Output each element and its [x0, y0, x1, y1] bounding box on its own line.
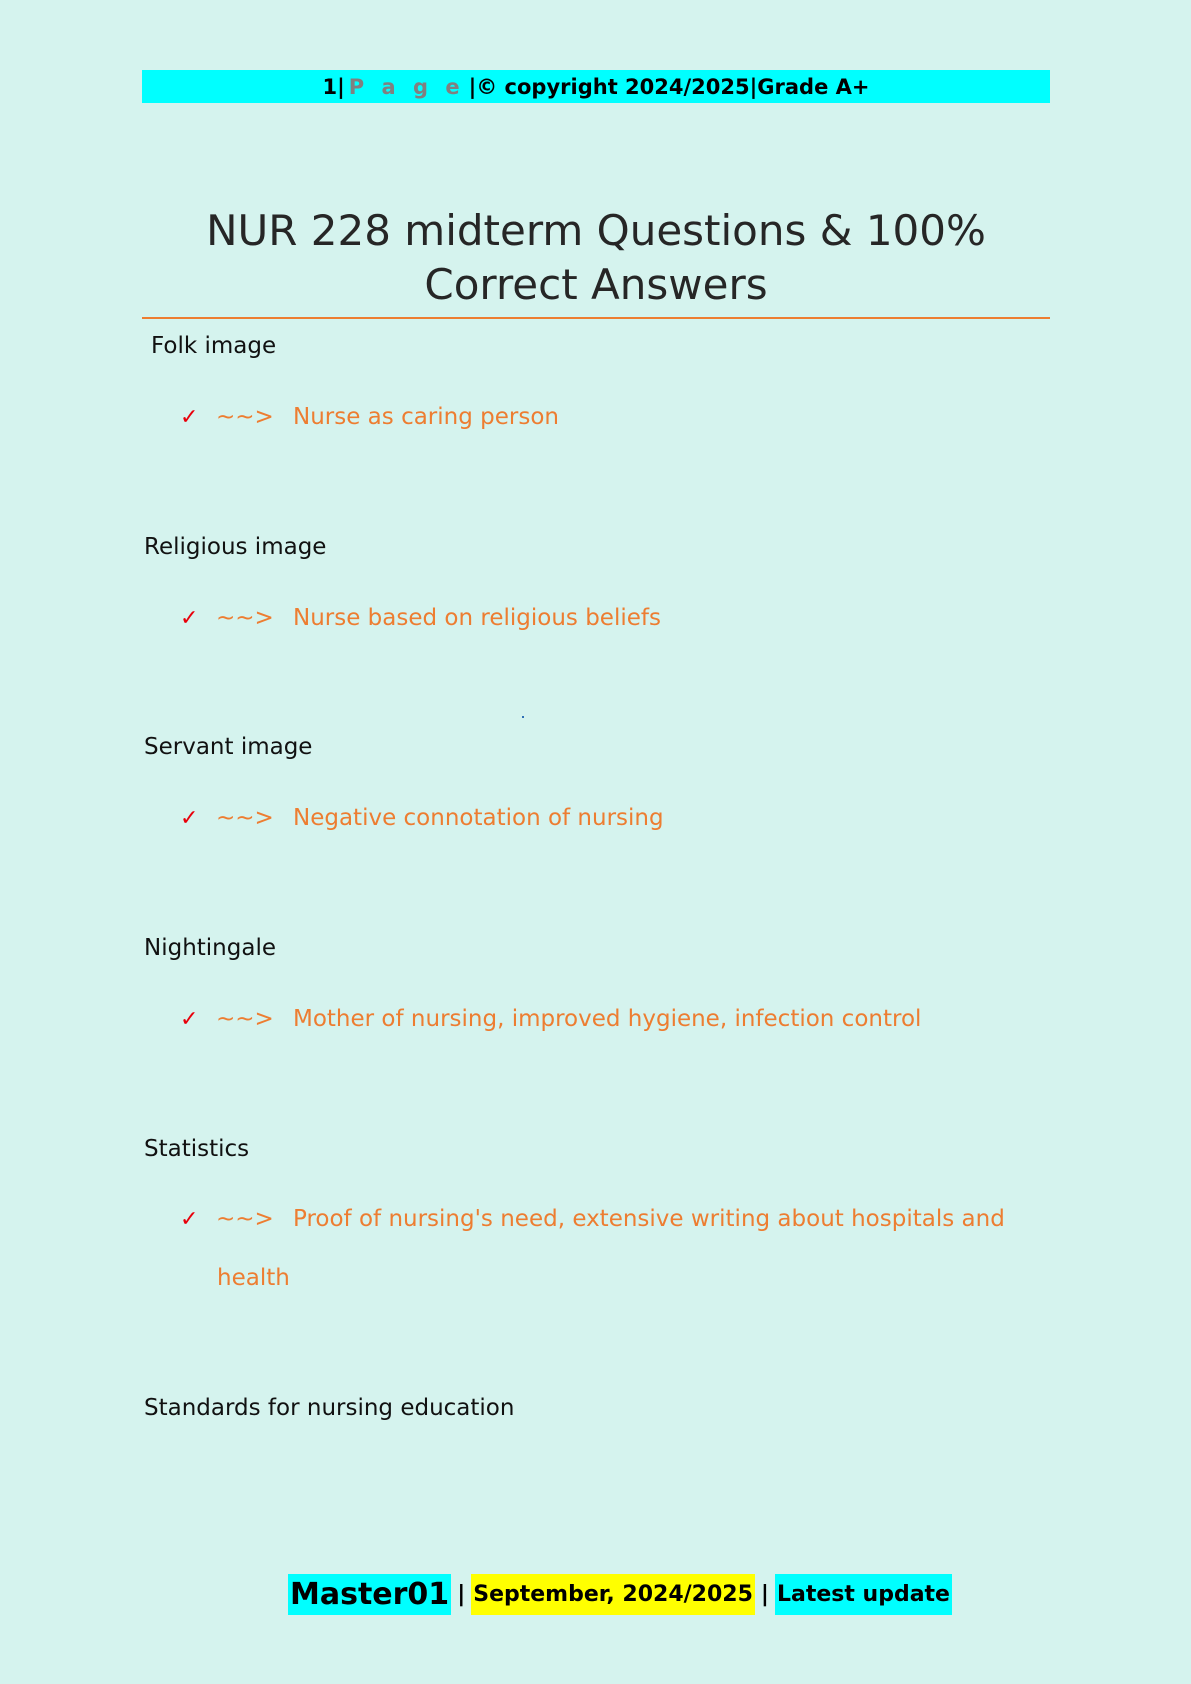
answer-text: Nurse as caring person: [293, 404, 559, 430]
footer-update: Latest update: [775, 1574, 952, 1615]
question-text: Religious image: [144, 534, 327, 560]
answer-line: [180, 388, 1020, 447]
page-number: 1: [322, 74, 338, 99]
check-mark-icon: ✓: [180, 606, 199, 631]
stray-dot: [522, 716, 524, 718]
check-mark-icon: ✓: [180, 405, 199, 430]
answer-text-continued: health: [217, 1265, 290, 1291]
header-separator: |: [749, 74, 758, 99]
page-footer: [288, 1574, 952, 1615]
answer-line: [180, 1190, 1020, 1308]
answer-text: Nurse based on religious beliefs: [293, 605, 661, 631]
arrow-marker: ~~>: [216, 404, 274, 430]
question-text: Nightingale: [144, 935, 276, 961]
answer-line: [180, 789, 1020, 848]
check-mark-icon: ✓: [180, 1007, 199, 1032]
header-separator: |: [337, 74, 345, 99]
copyright-text: © copyright 2024/2025: [476, 74, 750, 99]
question-text: Folk image: [151, 333, 277, 359]
arrow-marker: ~~>: [216, 1006, 274, 1032]
footer-separator: |: [457, 1582, 466, 1607]
question-text: Servant image: [144, 734, 313, 760]
question-text: Standards for nursing education: [144, 1395, 515, 1421]
page-header: [142, 70, 1050, 103]
answer-text: Negative connotation of nursing: [293, 805, 664, 831]
page-word: P a g e: [348, 74, 465, 99]
check-mark-icon: ✓: [180, 806, 199, 831]
grade-text: Grade A+: [757, 74, 870, 99]
document-title: NUR 228 midterm Questions & 100% Correct Answers: [206, 206, 986, 309]
footer-brand: Master01: [288, 1574, 451, 1615]
question-text: Statistics: [144, 1136, 250, 1162]
arrow-marker: ~~>: [216, 605, 274, 631]
header-separator: |: [468, 74, 477, 99]
answer-line: [180, 990, 1020, 1049]
title-divider: [142, 317, 1050, 319]
arrow-marker: ~~>: [216, 1206, 274, 1232]
answer-text: Proof of nursing's need, extensive writing about hospitals and: [293, 1206, 1005, 1232]
answer-line: [180, 589, 1020, 648]
check-mark-icon: ✓: [180, 1207, 199, 1232]
answer-text: Mother of nursing, improved hygiene, infection control: [293, 1006, 922, 1032]
footer-date: September, 2024/2025: [471, 1574, 755, 1615]
arrow-marker: ~~>: [216, 805, 274, 831]
footer-separator: |: [760, 1582, 769, 1607]
